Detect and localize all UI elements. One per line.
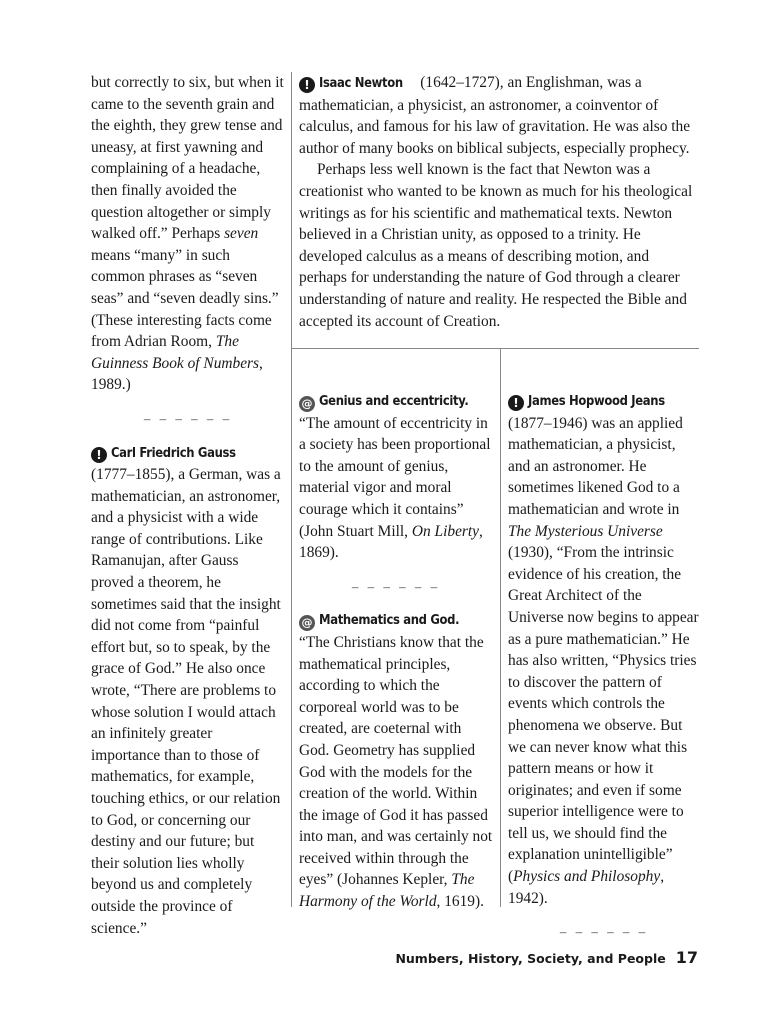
jeans-heading: James Hopwood Jeans [528, 393, 665, 409]
exclamation-bubble-icon: ! [299, 77, 315, 93]
exclamation-bubble-icon: ! [508, 395, 524, 411]
gauss-entry: ! Carl Friedrich Gauss (1777–1855), a German, was a mathematician, an astronomer, and a physicist with a wide range of contributions. Like Ramanujan, after Gauss proved a theorem, he sometimes said that the insight did not come from “painful effort but, so to speak, by the grace of God.” He also once wrote, “There are problems to whose solution I would attach an infinitely greater importance than to those of mathematics, for example, touching ethics, or our relation to God, or concerning our destiny and our future; but their solution lies wholly beyond us and completely outside the province of science.” [91, 444, 281, 937]
section-divider: – – – – – – [143, 410, 233, 426]
exclamation-bubble-icon: ! [91, 447, 107, 463]
footer-section-title: Numbers, History, Society, and People [395, 951, 666, 966]
page-number: 17 [675, 948, 698, 967]
genius-entry: @ Genius and eccentricity. “The amount of eccentricity in a society has been proportional to the amount of genius, material vigor and moral courage which it contains” (John Stuart Mill, On Liberty, 1869). [299, 393, 491, 562]
gauss-heading: Carl Friedrich Gauss [111, 444, 236, 461]
newton-entry: ! Isaac Newton (1642–1727), an Englishman, was a mathematician, a physicist, an astronomer, a coinventor of calculus, and famous for his law of gravitation. He was also the author of many books on biblical subjects, especially prophecy. [299, 74, 691, 157]
swirl-bubble-icon: @ [299, 396, 315, 412]
section-divider: – – – – – – [559, 924, 649, 940]
mathgod-entry: @ Mathematics and God. “The Christians know that the mathematical principles, according to which the corporeal world was to be created, are coeternal with God. Geometry has supplied God with the models for the creation of the world. Within the image of God it has passed into man, and was certainly not received within through the eyes” (Johannes Kepler, The Harmony of the World, 1619). [299, 612, 493, 911]
jeans-entry: ! James Hopwood Jeans (1877–1946) was an applied mathematician, a physicist, and an astronomer. He sometimes likened God to a mathematician and wrote in The Mysterious Universe (1930), “From the intrinsic evidence of his creation, the Great Architect of the Universe now begins to appear as a pure mathematician.” He has also written, “Physics tries to discover the pattern of events which controls the phenomena we observe. But we can never know what this pattern means or how it originates; and even if some superior intelligence were to tell us, we should find the explanation unintelligible” (Physics and Philosophy, 1942). [508, 393, 699, 907]
newton-heading: Isaac Newton [319, 75, 403, 91]
page-footer [395, 948, 698, 967]
newton-block [299, 72, 695, 332]
horizontal-rule [291, 348, 699, 349]
mathgod-heading: Mathematics and God. [319, 612, 460, 629]
right-column [508, 390, 700, 955]
left-column [91, 72, 285, 939]
middle-column [299, 390, 493, 913]
column-rule-left [291, 72, 292, 907]
genius-heading: Genius and eccentricity. [319, 393, 469, 409]
column-rule-right [500, 348, 501, 907]
room-paragraph: but correctly to six, but when it came to the seventh grain and the eighth, they grew tense and uneasy, at first yawning and complaining of a headache, then finally avoided the question altogether or simply walked off.” Perhaps seven means “many” in such common phrases as “seven seas” and “seven deadly sins.” (These interesting facts come from Adrian Room, The Guinness Book of Numbers, 1989.) [91, 74, 284, 394]
section-divider: – – – – – – [351, 578, 441, 594]
newton-paragraph-2: Perhaps less well known is the fact that Newton was a creationist who wanted to be known as much for his theological writings as for his scientific and mathematical texts. Newton believed in a Christian unity, as opposed to a trinity. He developed calculus as a means of describing motion, and perhaps for understanding the nature of God through a clearer understanding of nature and reality. He respected the Bible and accepted its account of Creation. [299, 161, 693, 330]
swirl-bubble-icon: @ [299, 615, 315, 631]
